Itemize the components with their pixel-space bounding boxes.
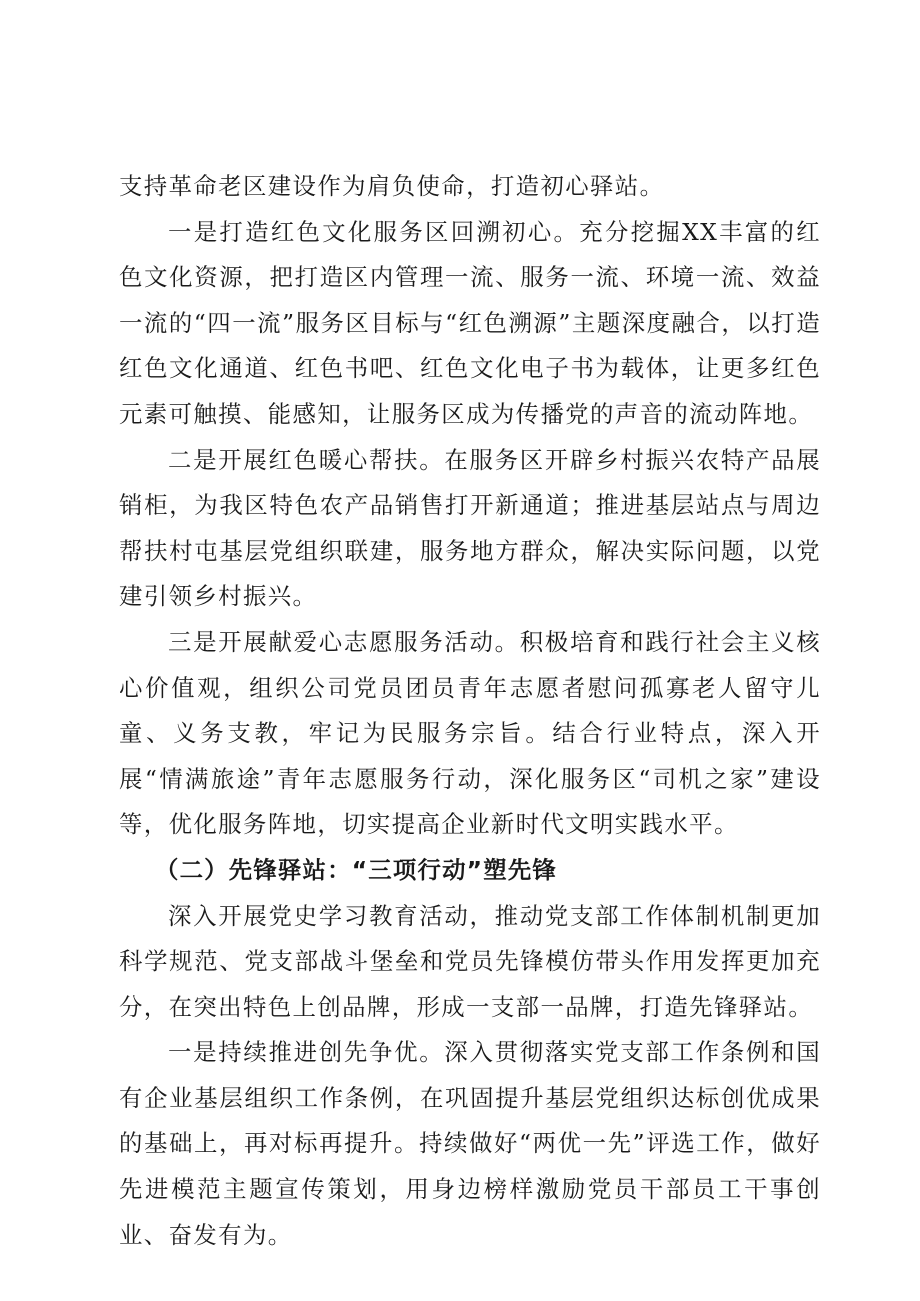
paragraph-volunteer-service: 三是开展献爱心志愿服务活动。积极培育和践行社会主义核心价值观，组织公司党员团员青年志愿者慰问孤寡老人留守儿童、义务支教，牢记为民服务宗旨。结合行业特点，深入开展“情满旅途”青年志愿服务行动，深化服务区“司机之家”建设等，优化服务阵地，切实提高企业新时代文明实践水平。 bbox=[119, 627, 821, 839]
section-heading-pioneer-station: （二）先锋驿站：“三项行动”塑先锋 bbox=[155, 855, 558, 884]
paragraph-strive-for-excellence: 一是持续推进创先争优。深入贯彻落实党支部工作条例和国有企业基层组织工作条例，在巩固提升基层党组织达标创优成果的基础上，再对标再提升。持续做好“两优一先”评选工作，做好先进模范主题宣传策划，用身边榜样激励党员干部员工干事创业、奋发有为。 bbox=[119, 1038, 821, 1249]
paragraph-red-warm-assistance: 二是开展红色暖心帮扶。在服务区开辟乡村振兴农特产品展销柜，为我区特色农产品销售打开新通道；推进基层站点与周边帮扶村屯基层党组织联建，服务地方群众，解决实际问题，以党建引领乡村振兴。 bbox=[119, 445, 821, 611]
document-body bbox=[119, 164, 821, 1258]
paragraph-continuation: 支持革命老区建设作为肩负使命，打造初心驿站。 bbox=[119, 172, 665, 200]
paragraph-red-culture-service-area: 一是打造红色文化服务区回溯初心。充分挖掘XX丰富的红色文化资源，把打造区内管理一流、服务一流、环境一流、效益一流的“四一流”服务区目标与“红色溯源”主题深度融合，以打造红色文化通道、红色书吧、红色文化电子书为载体，让更多红色元素可触摸、能感知，让服务区成为传播党的声音的流动阵地。 bbox=[119, 217, 821, 428]
paragraph-party-history-education: 深入开展党史学习教育活动，推动党支部工作体制机制更加科学规范、党支部战斗堡垒和党员先锋模仿带头作用发挥更加充分，在突出特色上创品牌，形成一支部一品牌，打造先锋驿站。 bbox=[119, 901, 821, 1021]
